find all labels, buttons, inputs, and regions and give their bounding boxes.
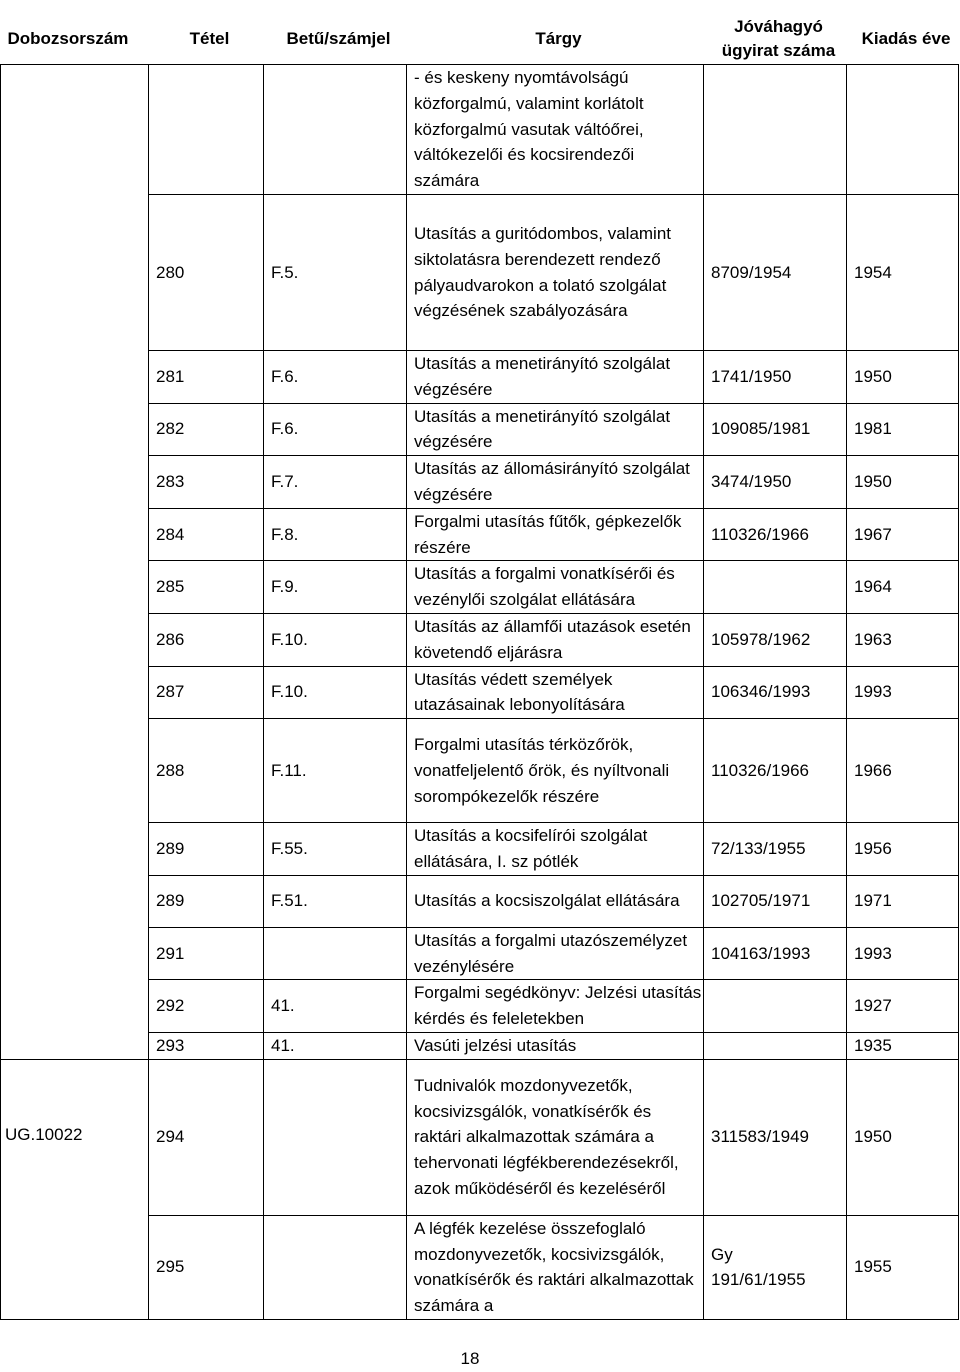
cell-targy: Utasítás védett személyek utazásainak lebonyolítására bbox=[407, 666, 704, 719]
cell-tetel: 280 bbox=[149, 195, 264, 351]
cell-ev: 1935 bbox=[847, 1032, 959, 1059]
cell-tetel: 284 bbox=[149, 508, 264, 561]
cell-ev: 1955 bbox=[847, 1215, 959, 1319]
cell-betu: F.9. bbox=[264, 561, 407, 614]
archive-table bbox=[0, 14, 959, 1320]
cell-ugyirat: 110326/1966 bbox=[704, 508, 847, 561]
cell-ugyirat bbox=[704, 65, 847, 195]
header-targy: Tárgy bbox=[407, 14, 704, 65]
cell-tetel: 289 bbox=[149, 875, 264, 927]
cell-ev: 1964 bbox=[847, 561, 959, 614]
cell-targy: Utasítás a menetirányító szolgálat végzésére bbox=[407, 403, 704, 456]
cell-betu bbox=[264, 1215, 407, 1319]
cell-ev: 1967 bbox=[847, 508, 959, 561]
cell-ugyirat: 72/133/1955 bbox=[704, 823, 847, 876]
cell-ev: 1981 bbox=[847, 403, 959, 456]
cell-ev: 1950 bbox=[847, 456, 959, 509]
cell-ugyirat bbox=[704, 1032, 847, 1059]
cell-ugyirat: 109085/1981 bbox=[704, 403, 847, 456]
cell-ugyirat: 106346/1993 bbox=[704, 666, 847, 719]
cell-targy: - és keskeny nyomtávolságú közforgalmú, valamint korlátolt közforgalmú vasutak váltóőrei, váltókezelői és kocsirendezői számára bbox=[407, 65, 704, 195]
header-jovahagyo: Jóváhagyó ügyirat száma bbox=[704, 14, 847, 65]
cell-ev: 1950 bbox=[847, 1059, 959, 1215]
cell-targy: Forgalmi segédkönyv: Jelzési utasítás kérdés és feleletekben bbox=[407, 980, 704, 1033]
cell-targy: Utasítás a kocsifelírói szolgálat ellátására, I. sz pótlék bbox=[407, 823, 704, 876]
cell-tetel: 288 bbox=[149, 719, 264, 823]
cell-betu: F.8. bbox=[264, 508, 407, 561]
cell-targy: Forgalmi utasítás térközőrök, vonatfeljelentő őrök, és nyíltvonali sorompókezelők részére bbox=[407, 719, 704, 823]
cell-tetel: 295 bbox=[149, 1215, 264, 1319]
cell-tetel: 285 bbox=[149, 561, 264, 614]
cell-ugyirat: 1741/1950 bbox=[704, 351, 847, 404]
table-row bbox=[1, 65, 959, 195]
cell-betu: F.10. bbox=[264, 613, 407, 666]
cell-betu: F.6. bbox=[264, 403, 407, 456]
cell-ugyirat: 110326/1966 bbox=[704, 719, 847, 823]
cell-ev: 1927 bbox=[847, 980, 959, 1033]
cell-ev: 1993 bbox=[847, 666, 959, 719]
cell-targy: Utasítás a forgalmi utazószemélyzet vezénylésére bbox=[407, 927, 704, 980]
cell-ugyirat: 3474/1950 bbox=[704, 456, 847, 509]
cell-targy: Vasúti jelzési utasítás bbox=[407, 1032, 704, 1059]
table-row bbox=[1, 1059, 959, 1215]
cell-ev: 1954 bbox=[847, 195, 959, 351]
cell-tetel: 286 bbox=[149, 613, 264, 666]
cell-targy: Utasítás a guritódombos, valamint siktolatásra berendezett rendező pályaudvarokon a tolató szolgálat végzésének szabályozására bbox=[407, 195, 704, 351]
cell-doboz bbox=[1, 65, 149, 1060]
cell-ugyirat bbox=[704, 561, 847, 614]
cell-betu: F.11. bbox=[264, 719, 407, 823]
cell-ev: 1971 bbox=[847, 875, 959, 927]
header-tetel: Tétel bbox=[149, 14, 264, 65]
cell-ev: 1963 bbox=[847, 613, 959, 666]
cell-betu: F.10. bbox=[264, 666, 407, 719]
cell-betu: F.7. bbox=[264, 456, 407, 509]
cell-tetel: 291 bbox=[149, 927, 264, 980]
page-number: 18 bbox=[460, 1349, 480, 1368]
cell-ugyirat bbox=[704, 980, 847, 1033]
cell-tetel: 287 bbox=[149, 666, 264, 719]
cell-tetel: 282 bbox=[149, 403, 264, 456]
cell-tetel: 294 bbox=[149, 1059, 264, 1215]
cell-ev: 1950 bbox=[847, 351, 959, 404]
cell-betu: 41. bbox=[264, 1032, 407, 1059]
cell-tetel: 283 bbox=[149, 456, 264, 509]
cell-betu: F.51. bbox=[264, 875, 407, 927]
cell-tetel bbox=[149, 65, 264, 195]
cell-ev bbox=[847, 65, 959, 195]
cell-ugyirat: 8709/1954 bbox=[704, 195, 847, 351]
cell-tetel: 293 bbox=[149, 1032, 264, 1059]
cell-ev: 1966 bbox=[847, 719, 959, 823]
cell-ugyirat: 105978/1962 bbox=[704, 613, 847, 666]
cell-betu: F.6. bbox=[264, 351, 407, 404]
cell-betu: F.5. bbox=[264, 195, 407, 351]
cell-targy: Utasítás az állomásirányító szolgálat végzésére bbox=[407, 456, 704, 509]
cell-ev: 1993 bbox=[847, 927, 959, 980]
cell-targy: Utasítás a menetirányító szolgálat végzésére bbox=[407, 351, 704, 404]
cell-doboz: UG.10022 bbox=[1, 1059, 149, 1319]
header-dobozsorszam: Dobozsorszám bbox=[1, 14, 149, 65]
cell-betu bbox=[264, 65, 407, 195]
table-header-row bbox=[1, 14, 959, 65]
cell-betu bbox=[264, 1059, 407, 1215]
cell-betu bbox=[264, 927, 407, 980]
cell-ugyirat: 311583/1949 bbox=[704, 1059, 847, 1215]
cell-targy: Utasítás a kocsiszolgálat ellátására bbox=[407, 875, 704, 927]
header-kiadas: Kiadás éve bbox=[847, 14, 959, 65]
cell-targy: Tudnivalók mozdonyvezetők, kocsivizsgálók, vonatkísérők és raktári alkalmazottak számára a tehervonati légfékberendezésekről, azok működéséről és kezeléséről bbox=[407, 1059, 704, 1215]
cell-ev: 1956 bbox=[847, 823, 959, 876]
cell-targy: A légfék kezelése összefoglaló mozdonyvezetők, kocsivizsgálók, vonatkísérők és raktári alkalmazottak számára a bbox=[407, 1215, 704, 1319]
cell-ugyirat: 104163/1993 bbox=[704, 927, 847, 980]
cell-betu: 41. bbox=[264, 980, 407, 1033]
cell-betu: F.55. bbox=[264, 823, 407, 876]
cell-targy: Utasítás a forgalmi vonatkísérői és vezénylői szolgálat ellátására bbox=[407, 561, 704, 614]
cell-ugyirat: Gy 191/61/1955 bbox=[704, 1215, 847, 1319]
cell-tetel: 289 bbox=[149, 823, 264, 876]
cell-ugyirat: 102705/1971 bbox=[704, 875, 847, 927]
cell-targy: Forgalmi utasítás fűtők, gépkezelők részére bbox=[407, 508, 704, 561]
cell-targy: Utasítás az államfői utazások esetén követendő eljárásra bbox=[407, 613, 704, 666]
header-betu: Betű/számjel bbox=[264, 14, 407, 65]
cell-tetel: 292 bbox=[149, 980, 264, 1033]
cell-tetel: 281 bbox=[149, 351, 264, 404]
